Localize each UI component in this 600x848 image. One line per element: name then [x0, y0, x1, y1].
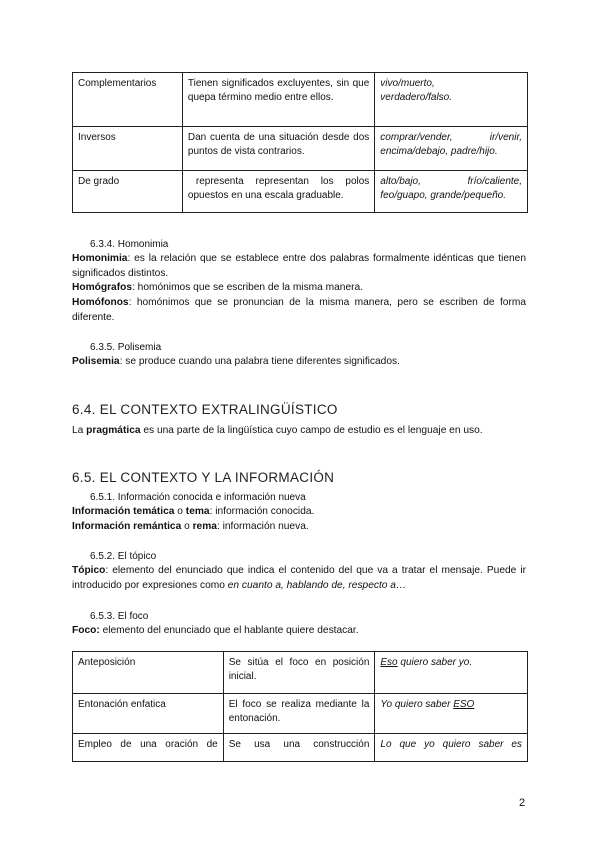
topico-definition: Tópico: elemento del enunciado que indica el contenido del que va a tratar el mensaje. Puede ir introducido por expresiones como en cuanto a, hablando de, respecto a… — [72, 565, 526, 591]
table-row — [73, 73, 528, 127]
subsection-heading-foco: 6.5.3. El foco — [90, 611, 149, 622]
table-cell-term: Empleo de una oración de — [73, 734, 224, 762]
table-cell-term: Inversos — [73, 127, 183, 171]
table-row — [73, 127, 528, 171]
table-cell-description: Se usa una construcción — [223, 734, 375, 762]
table-row — [73, 694, 528, 734]
table-cell-term: Entonación enfatica — [73, 694, 224, 734]
page-number: 2 — [519, 797, 526, 809]
section-heading-contexto-informacion: 6.5. EL CONTEXTO Y LA INFORMACIÓN — [72, 470, 335, 485]
subsection-heading-topico: 6.5.2. El tópico — [90, 551, 157, 562]
subsection-heading-informacion: 6.5.1. Información conocida e información nueva — [90, 492, 306, 503]
foco-definition: Foco: elemento del enunciado que el hablante quiere destacar. — [72, 625, 359, 636]
focus-table — [72, 651, 528, 762]
table-row — [73, 734, 528, 762]
table-cell-description: representa representan los polos opuestos en una escala graduable. — [182, 171, 374, 213]
homonimia-definition: Homonimia: es la relación que se establece entre dos palabras formalmente idénticas que tienen significados distintos. — [72, 253, 526, 279]
antonyms-table — [72, 72, 528, 213]
table-cell-example: comprar/vender, ir/venir, encima/debajo, padre/hijo. — [375, 127, 528, 171]
polisemia-definition: Polisemia: se produce cuando una palabra tiene diferentes significados. — [72, 356, 400, 367]
table-cell-example: Lo que yo quiero saber es — [375, 734, 528, 762]
section-heading-contexto-extralinguistico: 6.4. EL CONTEXTO EXTRALINGÜÍSTICO — [72, 402, 338, 417]
table-cell-example: vivo/muerto, verdadero/falso. — [375, 73, 528, 127]
homografos-definition: Homógrafos: homónimos que se escriben de la misma manera. — [72, 282, 364, 293]
subsection-heading-polisemia: 6.3.5. Polisemia — [90, 342, 162, 353]
table-cell-term: Complementarios — [73, 73, 183, 127]
table-cell-example: Yo quiero saber ESO — [375, 694, 528, 734]
homofonos-definition: Homófonos: homónimos que se pronuncian de la misma manera, pero se escriben de forma diferente. — [72, 297, 526, 323]
tema-definition: Información temática o tema: información conocida. — [72, 506, 315, 517]
table-cell-example: alto/bajo, frío/caliente, feo/guapo, grande/pequeño. — [375, 171, 528, 213]
table-row — [73, 171, 528, 213]
table-row — [73, 652, 528, 694]
table-cell-description: El foco se realiza mediante la entonación. — [223, 694, 375, 734]
subsection-heading-homonimia: 6.3.4. Homonimia — [90, 239, 169, 250]
pragmatica-definition: La pragmática es una parte de la lingüística cuyo campo de estudio es el lenguaje en uso. — [72, 425, 483, 436]
rema-definition: Información remántica o rema: información nueva. — [72, 521, 309, 532]
table-cell-description: Se sitúa el foco en posición inicial. — [223, 652, 375, 694]
table-cell-description: Tienen significados excluyentes, sin que quepa término medio entre ellos. — [182, 73, 374, 127]
table-cell-term: Anteposición — [73, 652, 224, 694]
table-cell-term: De grado — [73, 171, 183, 213]
table-cell-description: Dan cuenta de una situación desde dos puntos de vista contrarios. — [182, 127, 374, 171]
table-cell-example: Eso quiero saber yo. — [375, 652, 528, 694]
